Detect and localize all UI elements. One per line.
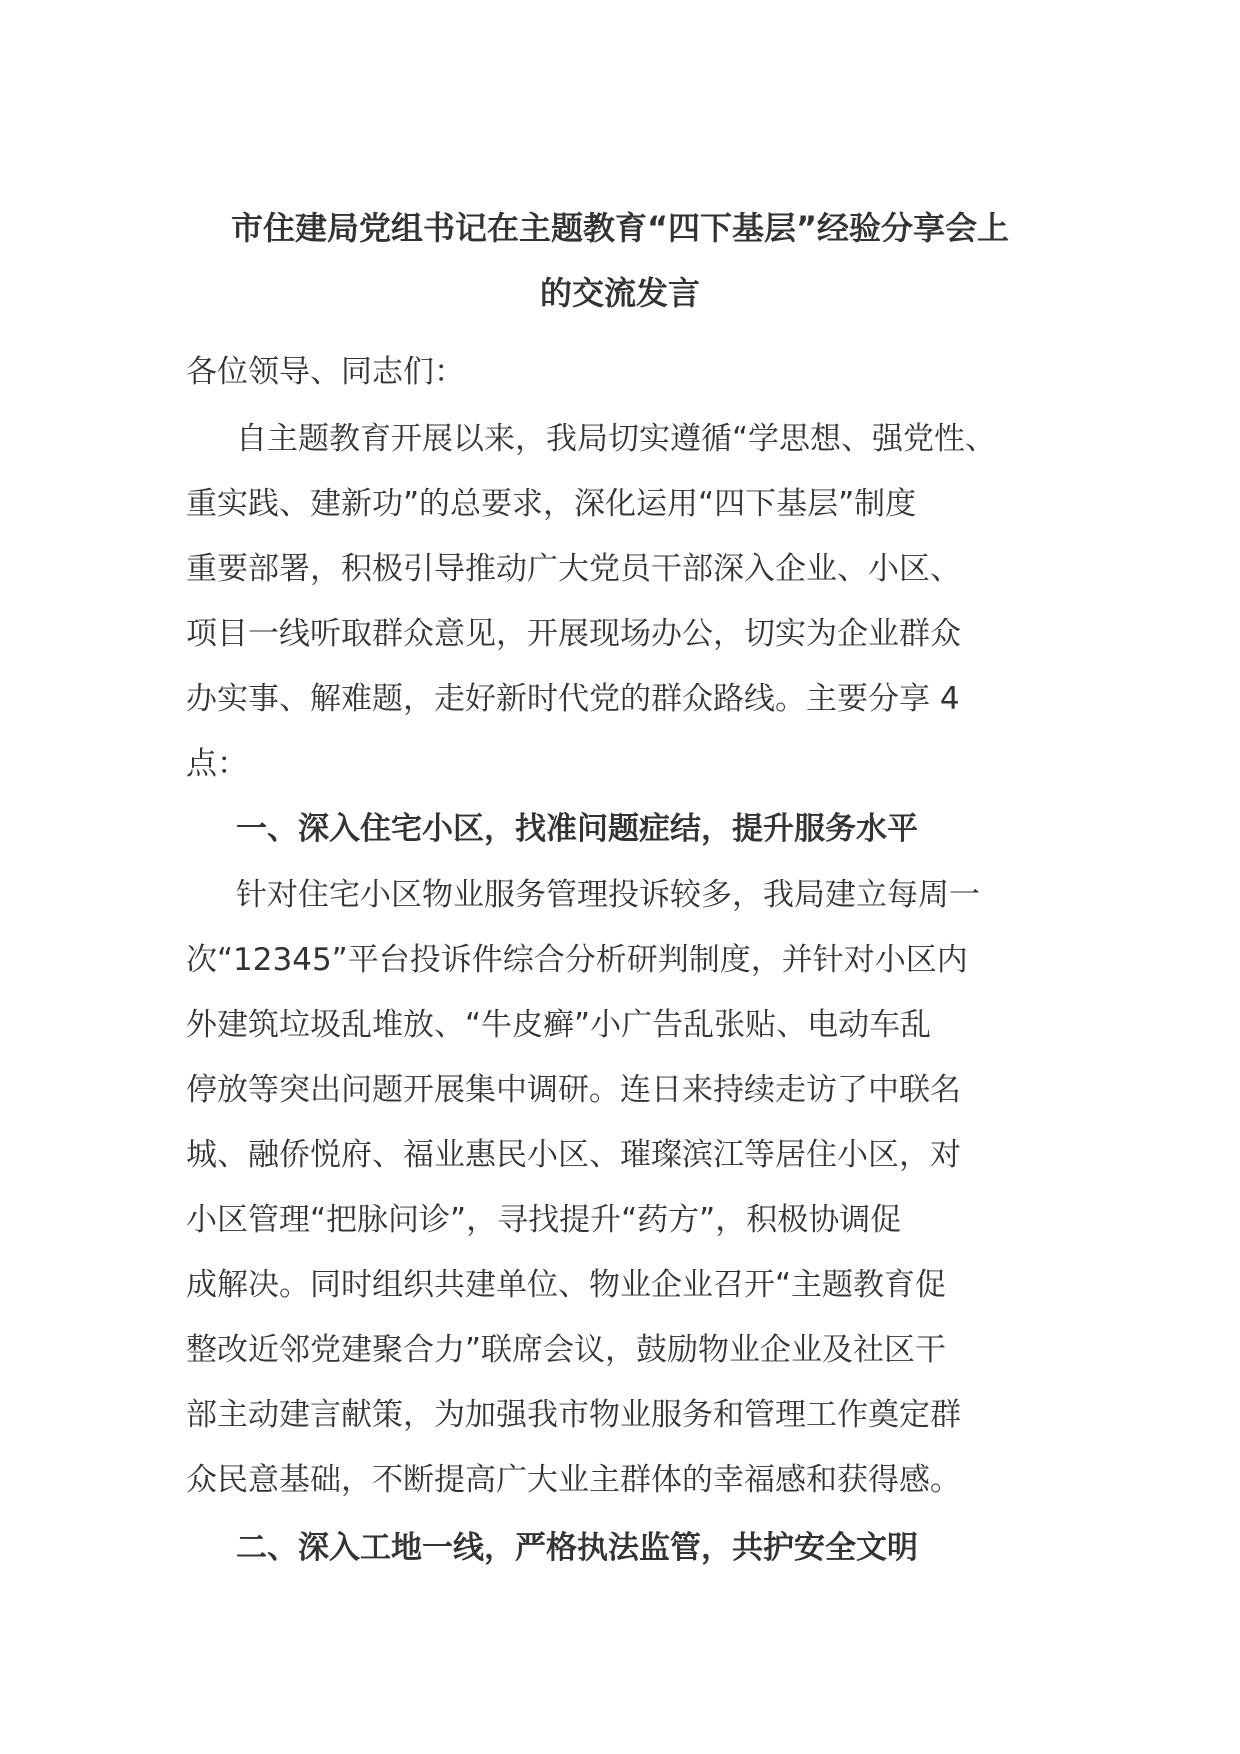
paragraph-line: 次“12345”平台投诉件综合分析研判制度，并针对小区内 bbox=[186, 942, 968, 978]
salutation: 各位领导、同志们： bbox=[186, 354, 465, 390]
paragraph-line: 小区管理“把脉问诊”，寻找提升“药方”，积极协调促 bbox=[186, 1202, 902, 1238]
document-title-line-1: 市住建局党组书记在主题教育“四下基层”经验分享会上 bbox=[230, 209, 1010, 247]
paragraph-line: 点： bbox=[186, 746, 248, 782]
paragraph-line: 整改近邻党建聚合力”联席会议，鼓励物业企业及社区干 bbox=[186, 1332, 947, 1368]
paragraph-line: 成解决。同时组织共建单位、物业企业召开“主题教育促 bbox=[186, 1267, 947, 1303]
paragraph-line: 城、融侨悦府、福业惠民小区、璀璨滨江等居住小区，对 bbox=[186, 1137, 961, 1173]
paragraph-line: 外建筑垃圾乱堆放、“牛皮癣”小广告乱张贴、电动车乱 bbox=[186, 1007, 932, 1043]
paragraph-line: 自主题教育开展以来，我局切实遵循“学思想、强党性、 bbox=[236, 421, 997, 457]
paragraph-line: 针对住宅小区物业服务管理投诉较多，我局建立每周一 bbox=[236, 877, 980, 913]
section-heading-1: 一、深入住宅小区，找准问题症结，提升服务水平 bbox=[236, 811, 918, 847]
paragraph-line: 重要部署，积极引导推动广大党员干部深入企业、小区、 bbox=[186, 551, 961, 587]
paragraph-line: 重实践、建新功”的总要求，深化运用“四下基层”制度 bbox=[186, 486, 917, 522]
document-title-line-2: 的交流发言 bbox=[539, 274, 700, 312]
paragraph-line: 众民意基础，不断提高广大业主群体的幸福感和获得感。 bbox=[186, 1462, 961, 1498]
paragraph-line: 停放等突出问题开展集中调研。连日来持续走访了中联名 bbox=[186, 1072, 961, 1108]
section-heading-2: 二、深入工地一线，严格执法监管，共护安全文明 bbox=[236, 1530, 918, 1566]
paragraph-line: 部主动建言献策，为加强我市物业服务和管理工作奠定群 bbox=[186, 1397, 961, 1433]
paragraph-line: 项目一线听取群众意见，开展现场办公，切实为企业群众 bbox=[186, 616, 961, 652]
paragraph-line: 办实事、解难题，走好新时代党的群众路线。主要分享 4 bbox=[186, 681, 960, 717]
